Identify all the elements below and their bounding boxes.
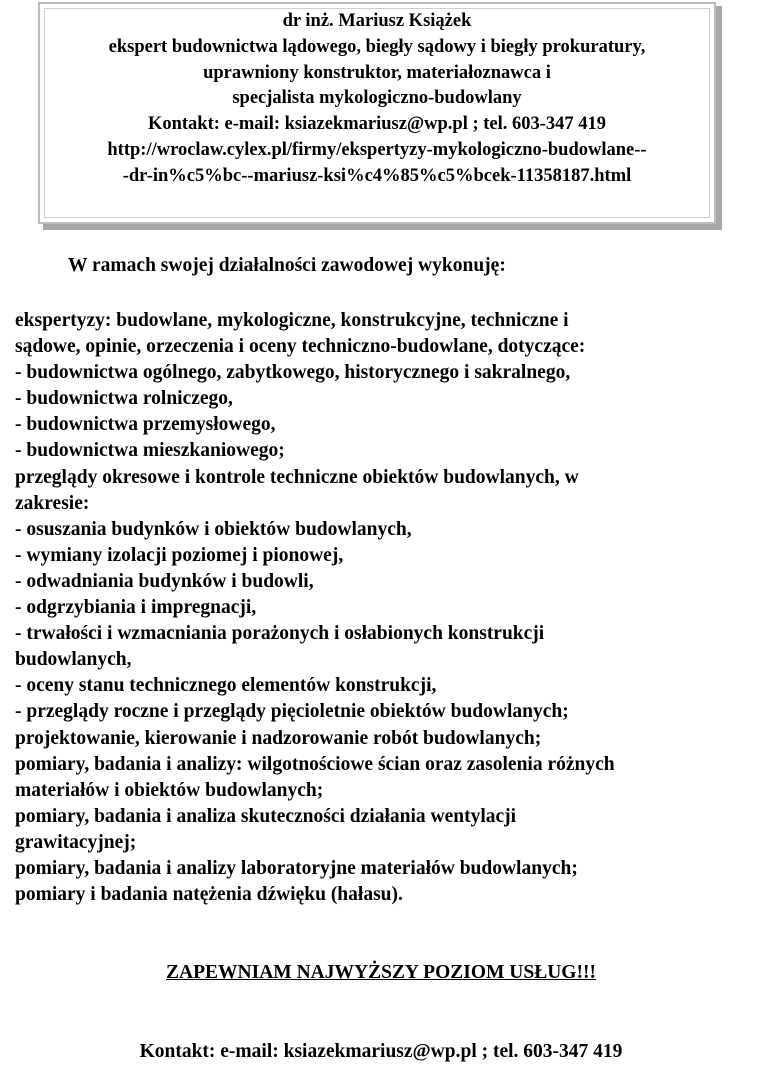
body-line: - osuszania budynków i obiektów budowlanych, <box>15 518 412 540</box>
header-title-line-3: specjalista mykologiczno-budowlany <box>232 88 522 109</box>
header-box <box>38 2 716 224</box>
body-line: przeglądy okresowe i kontrole techniczne obiektów budowlanych, w <box>15 466 579 488</box>
body-line: - trwałości i wzmacniania porażonych i osłabionych konstrukcji <box>15 623 545 645</box>
header-text <box>40 9 714 190</box>
body-line: zakresie: <box>15 492 90 514</box>
body-line: projektowanie, kierowanie i nadzorowanie robót budowlanych; <box>15 727 542 749</box>
services-list <box>15 308 755 908</box>
body-line: pomiary i badania natężenia dźwięku (hałasu). <box>15 884 403 906</box>
body-line: materiałów i obiektów budowlanych; <box>15 779 324 801</box>
header-name: dr inż. Mariusz Książek <box>282 11 472 31</box>
body-line: - odgrzybiania i impregnacji, <box>15 597 257 619</box>
intro-heading: W ramach swojej działalności zawodowej wykonuję: <box>68 255 506 276</box>
body-line: - budownictwa ogólnego, zabytkowego, historycznego i sakralnego, <box>15 362 571 384</box>
header-url-line-2[interactable]: -dr-in%c5%bc--mariusz-ksi%c4%85%c5%bcek-11358187.html <box>122 165 632 186</box>
header-url-line-1[interactable]: http://wroclaw.cylex.pl/firmy/ekspertyzy-mykologiczno-budowlane-- <box>107 139 647 160</box>
body-line: pomiary, badania i analizy laboratoryjne materiałów budowlanych; <box>15 857 578 879</box>
header-contact: Kontakt: e-mail: ksiazekmariusz@wp.pl ; tel. 603-347 419 <box>147 114 607 135</box>
body-line: pomiary, badania i analizy: wilgotnościowe ścian oraz zasolenia różnych <box>15 753 615 775</box>
body-line: pomiary, badania i analiza skuteczności działania wentylacji <box>15 805 517 827</box>
body-line: sądowe, opinie, orzeczenia i oceny techniczno-budowlane, dotyczące: <box>15 336 586 358</box>
body-line: - budownictwa mieszkaniowego; <box>15 440 285 462</box>
body-line: ekspertyzy: budowlane, mykologiczne, konstrukcyjne, techniczne i <box>15 310 569 331</box>
body-line: - odwadniania budynków i budowli, <box>15 570 314 592</box>
header-title-line-2: uprawniony konstruktor, materiałoznawca i <box>203 62 551 83</box>
footer-contact: Kontakt: e-mail: ksiazekmariusz@wp.pl ; tel. 603-347 419 <box>139 1041 623 1062</box>
header-title-line-1: ekspert budownictwa lądowego, biegły sądowy i biegły prokuratury, <box>108 36 646 57</box>
body-line: budowlanych, <box>15 649 132 671</box>
body-line: - budownictwa rolniczego, <box>15 388 233 410</box>
body-line: - przeglądy roczne i przeglądy pięcioletnie obiektów budowlanych; <box>15 701 569 723</box>
body-line: - oceny stanu technicznego elementów konstrukcji, <box>15 675 437 697</box>
body-line: - budownictwa przemysłowego, <box>15 414 276 436</box>
body-line: - wymiany izolacji poziomej i pionowej, <box>15 544 344 566</box>
body-line: grawitacyjnej; <box>15 831 137 853</box>
tagline: ZAPEWNIAM NAJWYŻSZY POZIOM USŁUG!!! <box>166 962 596 983</box>
